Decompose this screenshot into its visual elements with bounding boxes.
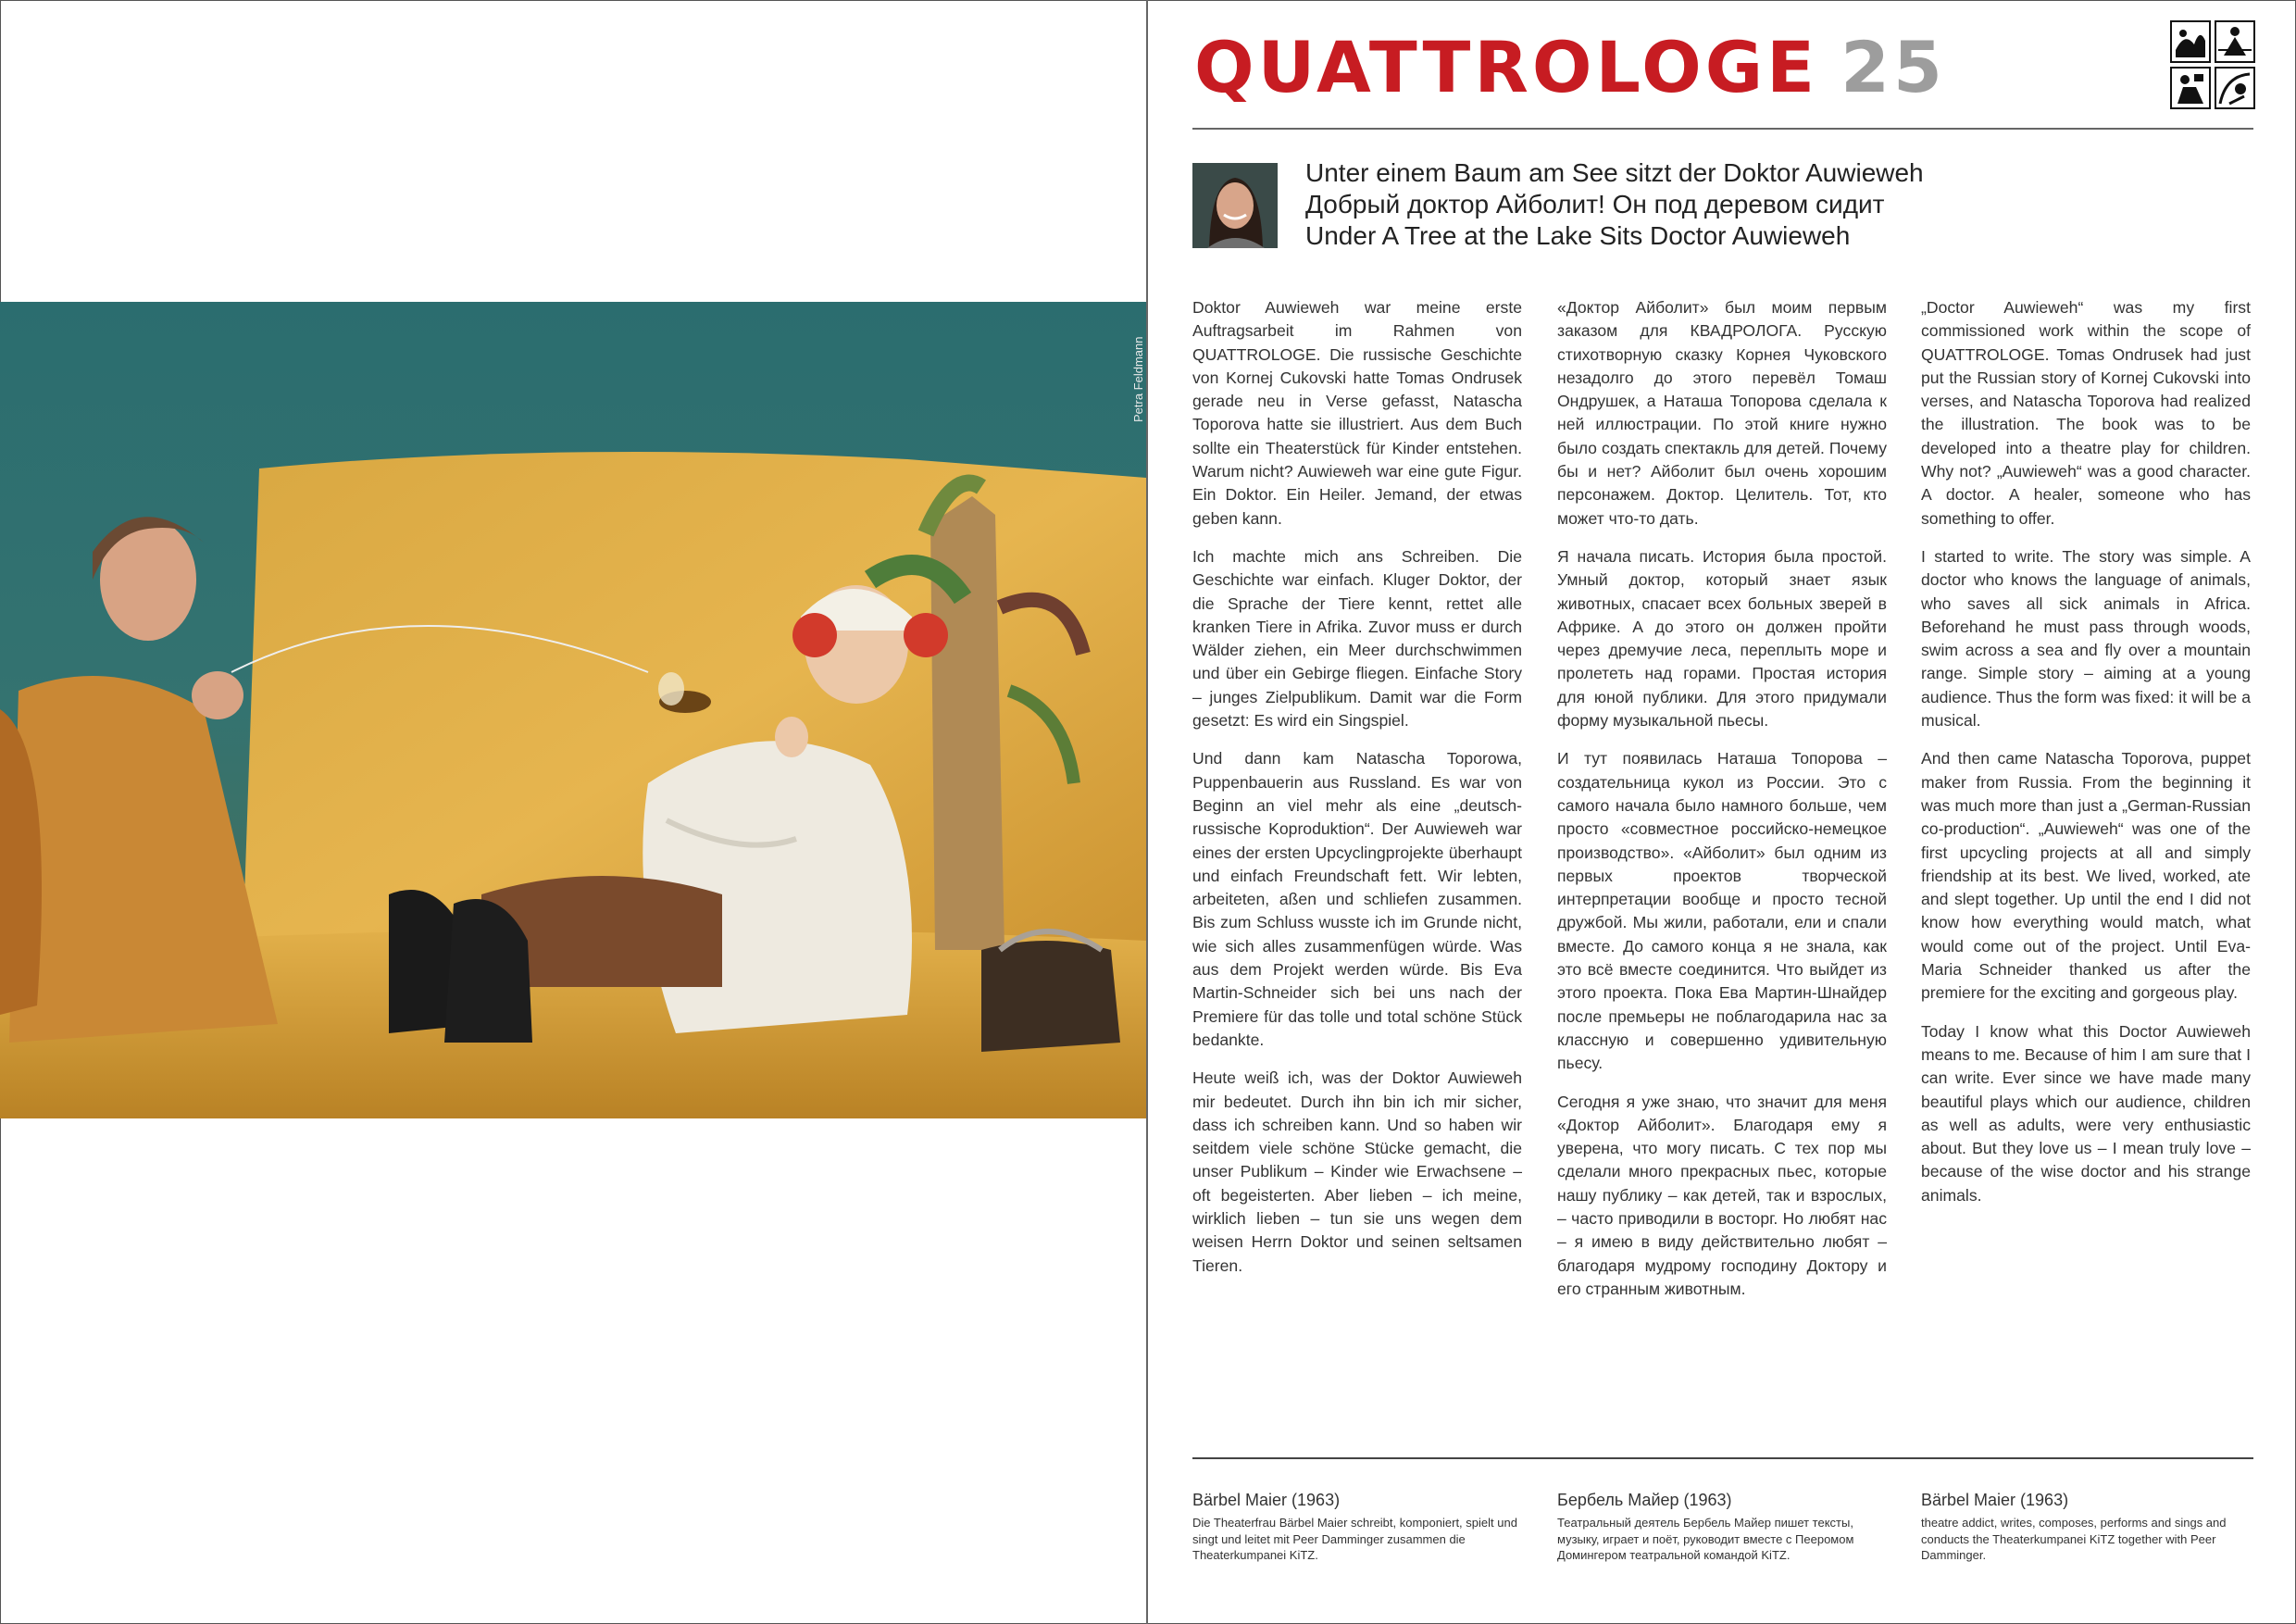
paragraph: Сегодня я уже знаю, что значит для меня «Доктор Айболит». Благодаря ему я уверена, что могу писать. С тех пор мы сделали много прекрасных пьес, которые нашу публику – как детей, так и взрослых, – часто приводили в восторг. Но любят нас – я имею в виду действительно любят – благодаря мудрому господину Доктору и его странным животным. [1557, 1092, 1887, 1298]
paragraph: „Doctor Auwieweh“ was my first commissioned work within the scope of QUATTROLOGE. Tomas Ondrusek had just put the Russian story of Kornej Cukovski into verses, and Natascha Toporova had realized the illustration. The book was to be developed into a theatre play for children. Why not? „Auwieweh“ was a good character. A doctor. A healer, someone who has something to offer. [1921, 298, 2251, 528]
bio-name: Bärbel Maier (1963) [1192, 1491, 1341, 1509]
stage-photo [0, 302, 1146, 1118]
paragraph: Und dann kam Natascha Toporowa, Puppenbauerin aus Russland. Es war von Beginn an viel mehr als eine „deutsch-russische Koproduktion“. Der Auwieweh war eines der ersten Upcyclingprojekte überhaupt und einfach Freundschaft fett. Wir lebten, arbeiteten, aßen und schliefen zusammen. Bis zum Schluss wusste ich im Grunde nicht, wie sich alles zusammenfügen würde. Was aus dem Projekt werden würde. Bis Eva Martin-Schneider sich bei uns nach der Premiere für das tolle und total schöne Stück bedankte. [1192, 749, 1522, 1049]
title-english: Under A Tree at the Lake Sits Doctor Auwieweh [1305, 221, 1851, 250]
column-russian [1557, 296, 1887, 1316]
bio-german [1192, 1489, 1526, 1564]
title-russian: Добрый доктор Айболит! Он под деревом сидит [1305, 190, 1885, 219]
paragraph: Я начала писать. История была простой. Умный доктор, который знает язык животных, спасает всех больных зверей в Африке. А до этого он должен пройти через дремучие леса, переплыть море и пролететь над горами. Простая история для юной публики. Для этого придумали форму музыкальной пьесы. [1557, 546, 1887, 731]
bio-name: Бербель Майер (1963) [1557, 1491, 1732, 1509]
paragraph: И тут появилась Наташа Топорова – создательница кукол из России. Это с самого начала было намного больше, чем просто «совместное российско-немецкое производство». «Айболит» был одним из первых проектов творческой интерпретации вообще и просто тесной дружбой. Мы жили, работали, ели и спали вместе. До самого конца я не знала, как это всё вместе соединится. Что выйдет из этого проекта. Пока Ева Мартин-Шнайдер после премьеры не поблагодарила нас за классную и совершенно удивительную пьесу. [1557, 749, 1887, 1073]
column-german [1192, 296, 1522, 1293]
bio-name: Bärbel Maier (1963) [1921, 1491, 2069, 1509]
paragraph: And then came Natascha Toporova, puppet maker from Russia. From the beginning it was much more than just a „German-Russian co-production“. „Auwieweh“ was one of the first upcycling projects at all and simply friendship at its best. We lived, worked, ate and slept together. Up until the end I did not know how everything would match, what would come out of the project. Until Eva-Maria Schneider thanked us after the premiere for the exciting and gorgeous play. [1921, 749, 2251, 1003]
brand-title: QUATTROLOGE [1194, 26, 1819, 108]
logo-cell-icon [2170, 20, 2211, 63]
bio-english [1921, 1489, 2254, 1564]
bio-text: theatre addict, writes, composes, performs and sings and conducts the Theaterkumpanei KiTZ together with Peer Damminger. [1921, 1516, 2227, 1562]
paragraph: Doktor Auwieweh war meine erste Auftragsarbeit im Rahmen von QUATTROLOGE. Die russische Geschichte von Kornej Cukovski hatte Tomas Ondrusek gerade neu in Verse gefasst, Natascha Toporova hatte sie illustriert. Aus dem Buch sollte ein Theaterstück für Kinder entstehen. Warum nicht? Auwieweh war eine gute Figur. Ein Doktor. Ein Heiler. Jemand, der etwas geben kann. [1192, 298, 1522, 528]
stage-scene-illustration [0, 302, 1146, 1118]
issue-number: 25 [1841, 26, 1946, 108]
paragraph: Today I know what this Doctor Auwieweh means to me. Because of him I am sure that I can write. Ever since we have made many beautiful plays which our audience, children as well as adults, were very enthusiastic about. But they love us – I mean truly love – because of the wise doctor and his strange animals. [1921, 1021, 2251, 1205]
logo-cell-icon [2215, 67, 2255, 109]
article-titles [1305, 157, 2231, 252]
quattrologe-logo [2170, 20, 2253, 109]
header-rule [1192, 128, 2253, 130]
magazine-header [1194, 26, 1946, 109]
bio-text: Die Theaterfrau Bärbel Maier schreibt, komponiert, spielt und singt und leitet mit Peer Damminger zusammen die Theaterkumpanei KiTZ. [1192, 1516, 1517, 1562]
bio-text: Театральный деятель Бербель Майер пишет тексты, музыку, играет и поёт, руководит вместе с Пееромом Домингером театральной командой KiTZ. [1557, 1516, 1854, 1562]
page-spine [1146, 0, 1148, 1624]
paragraph: Ich machte mich ans Schreiben. Die Geschichte war einfach. Kluger Doktor, der die Sprache der Tiere kennt, rettet alle kranken Tiere in Afrika. Zuvor muss er durch Wälder ziehen, ein Meer durchschwimmen und über ein Gebirge fliegen. Einfache Story – junges Zielpublikum. Damit war die Form gesetzt: Es wird ein Singspiel. [1192, 546, 1522, 731]
logo-cell-icon [2215, 20, 2255, 63]
photo-credit: Petra Feldmann [1131, 336, 1145, 422]
logo-cell-icon [2170, 67, 2211, 109]
footer-rule [1192, 1457, 2253, 1459]
column-english [1921, 296, 2251, 1222]
paragraph: «Доктор Айболит» был моим первым заказом для КВАДРОЛОГА. Русскую стихотворную сказку Корнея Чуковского незадолго до этого перевёл Томаш Ондрушек, а Наташа Топорова сделала к ней иллюстрации. По этой книге нужно было создать спектакль для детей. Почему бы и нет? Айболит был очень хорошим персонажем. Доктор. Целитель. Тот, кто может что-то дать. [1557, 298, 1887, 528]
bio-russian [1557, 1489, 1890, 1564]
paragraph: I started to write. The story was simple. A doctor who knows the language of animals, who saves all sick animals in Africa. Beforehand he must pass through woods, swim across a sea and fly over a mountain range. Simple story – aiming at a young audience. Thus the form was fixed: it will be a musical. [1921, 546, 2251, 731]
author-portrait [1192, 163, 1278, 248]
title-german: Unter einem Baum am See sitzt der Doktor Auwieweh [1305, 158, 1924, 187]
paragraph: Heute weiß ich, was der Doktor Auwieweh mir bedeutet. Durch ihn bin ich mir sicher, dass ich schreiben kann. Und so haben wir seitdem viele schöne Stücke gemacht, die unser Publikum – Kinder wie Erwachsene – oft begeisterten. Aber lieben – ich meine, wirklich lieben – tun sie uns wegen dem weisen Herrn Doktor und seinen seltsamen Tieren. [1192, 1068, 1522, 1275]
